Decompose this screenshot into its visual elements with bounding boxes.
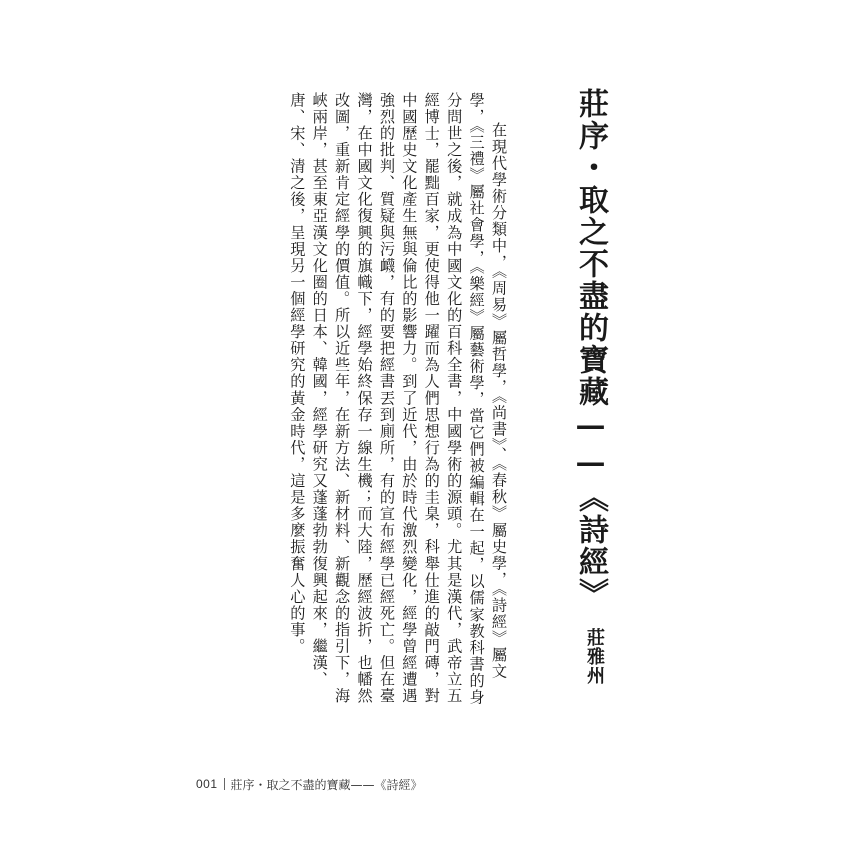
body-text (190, 92, 510, 712)
page-footer (196, 775, 423, 793)
page-number: 001 (196, 777, 218, 791)
body-paragraph: 在現代學術分類中，《周易》屬哲學，《尚書》、《春秋》屬史學，《詩經》屬文學，《三禮》屬社會學，《樂經》屬藝術學，當它們被編輯在一起，以儒家教科書的身分問世之後，就成為中國文化的百科全書，中國學術的源頭。尤其是漢代，武帝立五經博士，罷黜百家，更使得他一躍而為人們思想行為的圭臬，科舉仕進的敲門磚，對中國歷史文化產生無與倫比的影響力。到了近代，由於時代激烈變化，經學曾經遭遇強烈的批判、質疑與污衊，有的要把經書丟到廁所，有的宣布經學已經死亡。但在臺灣，在中國文化復興的旗幟下，經學始終保存一線生機；而大陸，歷經波折，也幡然改圖，重新肯定經學的價值。所以近些年，在新方法、新材料、新觀念的指引下，海峽兩岸，甚至東亞漢文化圈的日本、韓國，經學研究又蓬蓬勃勃復興起來，繼漢、唐、宋、清之後，呈現另一個經學研究的黃金時代，這是多麼振奮人心的事。 (288, 92, 508, 706)
author-name: 莊雅州 (584, 628, 605, 685)
running-title: 莊序・取之不盡的寶藏——《詩經》 (230, 777, 423, 792)
footer-divider (224, 778, 225, 790)
page-title: 莊序・取之不盡的寶藏——《詩經》 (573, 88, 608, 610)
